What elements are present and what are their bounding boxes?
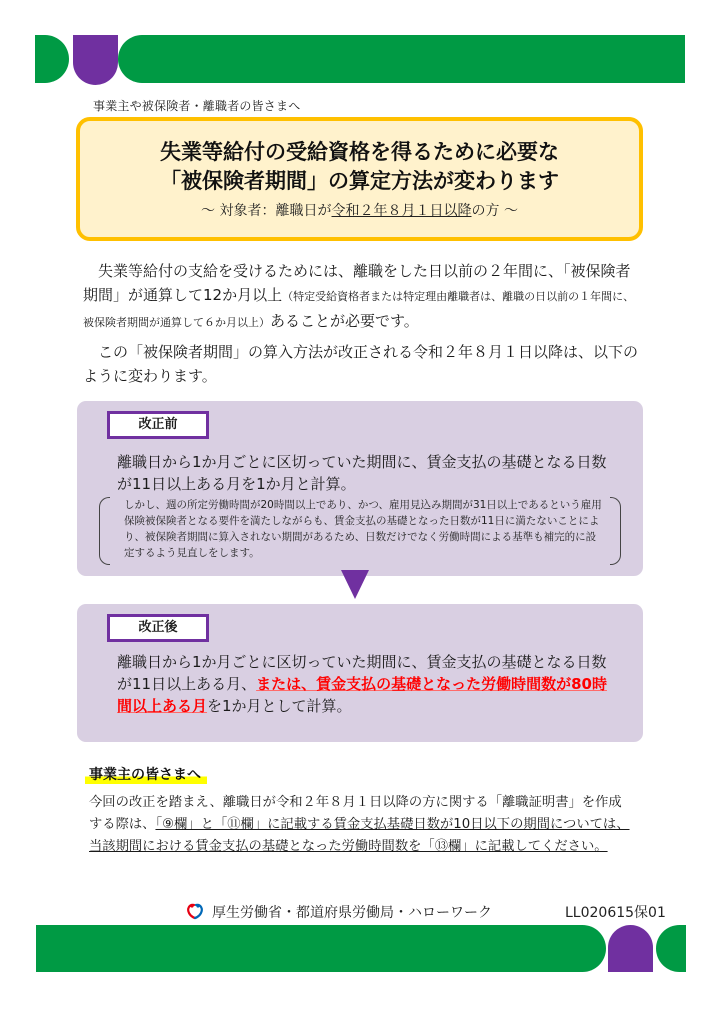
mhlw-logo-icon [186,902,204,920]
employers-text-underlined: 「⑨欄」と「⑪欄」に記載する賃金支払基礎日数が10日以下の期間については、当該期間における賃金支払の基礎となった労働時間数を「⑬欄」に記載してください。 [89,817,630,854]
after-revision-panel [77,604,643,742]
intro-p1-note: （特定受給資格者または特定理由離職者は、離職の日以前の１年間に、被保険者期間が通算して６か月以上） [83,290,635,329]
after-revision-text [117,651,617,717]
before-revision-tag: 改正前 [107,411,209,439]
after-revision-tag: 改正後 [107,614,209,642]
subtitle-date: 令和２年８月１日以降 [331,203,472,219]
after-text-end: を1か月として計算。 [207,697,352,715]
top-banner-purple-shape [73,35,118,85]
employers-heading: 事業主の皆さまへ [85,764,207,784]
before-revision-text: 離職日から1か月ごとに区切っていた期間に、賃金支払の基礎となる日数が11日以上ある月を1か月と計算。 [117,453,607,493]
intro-paragraph-2: この「被保険者期間」の算入方法が改正される令和２年８月１日以降は、以下のように変わります。 [83,343,639,385]
right-bracket-icon [610,497,621,565]
intro-p1-main: 失業等給付の支給を受けるためには、離職をした日以前の２年間に、「被保険者期間」が通算して12か月以上 [83,262,631,304]
before-note-text: しかし、週の所定労働時間が20時間以上であり、かつ、雇用見込み期間が31日以上であるという雇用保険被保険者となる要件を満たしながらも、賃金支払の基礎となった日数が11日に満たないことにより、被保険者期間に算入されない期間があるため、日数だけでなく労働時間による基準も補完的に設定するよう見直しをします。 [124,499,602,559]
footer-organization: 厚生労働省・都道府県労働局・ハローワーク [212,905,492,921]
title-line-1: 失業等給付の受給資格を得るために必要な [160,140,559,164]
intro-p1-end: あることが必要です。 [270,312,419,330]
after-text-start: 離職日から1か月ごとに区切っていた期間に、賃金支払の基礎となる日数が11日以上ある月、 [117,653,607,693]
top-banner-green-bar [118,35,685,83]
subtitle-prefix: ～ 対象者：離職日が [201,203,332,219]
document-code: LL020615保01 [565,905,666,921]
before-revision-note [99,497,621,565]
left-bracket-icon [99,497,110,565]
top-banner-green-half-circle [35,35,69,83]
intro-paragraph-1 [83,259,643,335]
employers-text [89,792,634,858]
title-box [76,117,643,241]
bottom-banner-green-half-circle [656,925,686,972]
before-revision-panel [77,401,643,576]
title-line-2: 「被保険者期間」の算定方法が変わります [160,169,559,193]
bottom-banner-green-bar [36,925,606,972]
audience-label: 事業主や被保険者・離職者の皆さまへ [93,99,301,113]
subtitle-suffix: の方 ～ [471,203,518,219]
down-arrow-icon [341,570,369,599]
after-text-highlight: または、賃金支払の基礎となった労働時間数が80時間以上ある月 [117,675,607,715]
title-subtitle [80,200,639,220]
employers-text-start: 今回の改正を踏まえ、離職日が令和２年８月１日以降の方に関する「離職証明書」を作成する際は、 [89,795,622,832]
bottom-banner-purple-shape [608,925,653,972]
